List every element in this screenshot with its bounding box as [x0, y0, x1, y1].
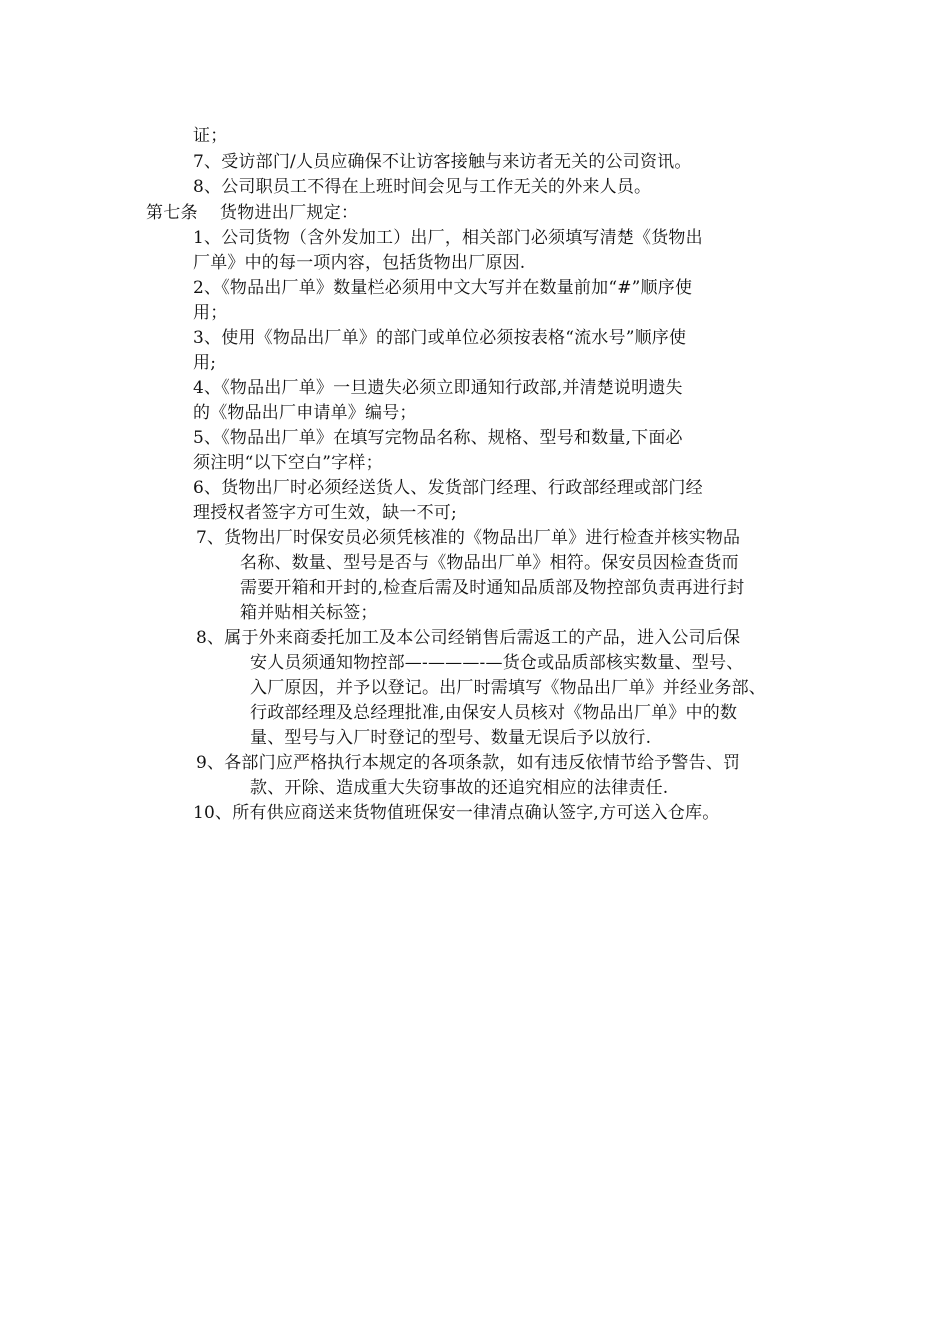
text-line: 8、属于外来商委托加工及本公司经销售后需返工的产品，进入公司后保: [196, 628, 741, 648]
text-line: 1、公司货物（含外发加工）出厂，相关部门必须填写清楚《货物出: [193, 228, 703, 248]
text-line: 证；: [193, 126, 228, 146]
article-number: 第七条: [146, 203, 198, 223]
text-line: 8、公司职员工不得在上班时间会见与工作无关的外来人员。: [193, 177, 652, 197]
text-line: 7、货物出厂时保安员必须凭核准的《物品出厂单》进行检查并核实物品: [196, 528, 741, 548]
text-line: 安人员须通知物控部—-———-—货仓或品质部核实数量、型号、: [250, 653, 744, 673]
text-line: 理授权者签字方可生效，缺一不可;: [193, 503, 457, 523]
article-heading: [146, 201, 358, 225]
text-line: 4、《物品出厂单》一旦遗失必须立即通知行政部,并清楚说明遗失: [193, 378, 683, 398]
text-line: 名称、数量、型号是否与《物品出厂单》相符。保安员因检查货而: [240, 553, 739, 573]
text-line: 3、使用《物品出厂单》的部门或单位必须按表格“流水号”顺序使: [193, 328, 687, 348]
text-line: 7、受访部门/人员应确保不让访客接触与来访者无关的公司资讯。: [193, 152, 692, 172]
text-line: 量、型号与入厂时登记的型号、数量无误后予以放行.: [250, 728, 652, 748]
article-title: 货物进出厂规定：: [219, 203, 359, 223]
text-line: 款、开除、造成重大失窃事故的还追究相应的法律责任.: [250, 778, 669, 798]
text-line: 5、《物品出厂单》在填写完物品名称、规格、型号和数量,下面必: [193, 428, 683, 448]
text-line: 用;: [193, 353, 217, 373]
text-line: 用；: [193, 303, 228, 323]
text-line: 厂单》中的每一项内容，包括货物出厂原因.: [193, 253, 526, 273]
text-line: 入厂原因，并予以登记。出厂时需填写《物品出厂单》并经业务部、: [250, 678, 766, 698]
text-line: 2、《物品出厂单》数量栏必须用中文大写并在数量前加“#”顺序使: [193, 278, 693, 298]
text-line: 行政部经理及总经理批准,由保安人员核对《物品出厂单》中的数: [250, 703, 738, 723]
text-line: 的《物品出厂申请单》编号；: [193, 403, 417, 423]
text-line: 须注明“以下空白”字样；: [193, 453, 383, 473]
text-line: 6、货物出厂时必须经送货人、发货部门经理、行政部经理或部门经: [193, 478, 703, 498]
text-line: 10、所有供应商送来货物值班保安一律清点确认签字,方可送入仓库。: [193, 803, 720, 823]
text-line: 箱并贴相关标签；: [240, 603, 378, 623]
text-line: 需要开箱和开封的,检查后需及时通知品质部及物控部负责再进行封: [240, 578, 745, 598]
text-line: 9、各部门应严格执行本规定的各项条款，如有违反依情节给予警告、罚: [196, 753, 741, 773]
